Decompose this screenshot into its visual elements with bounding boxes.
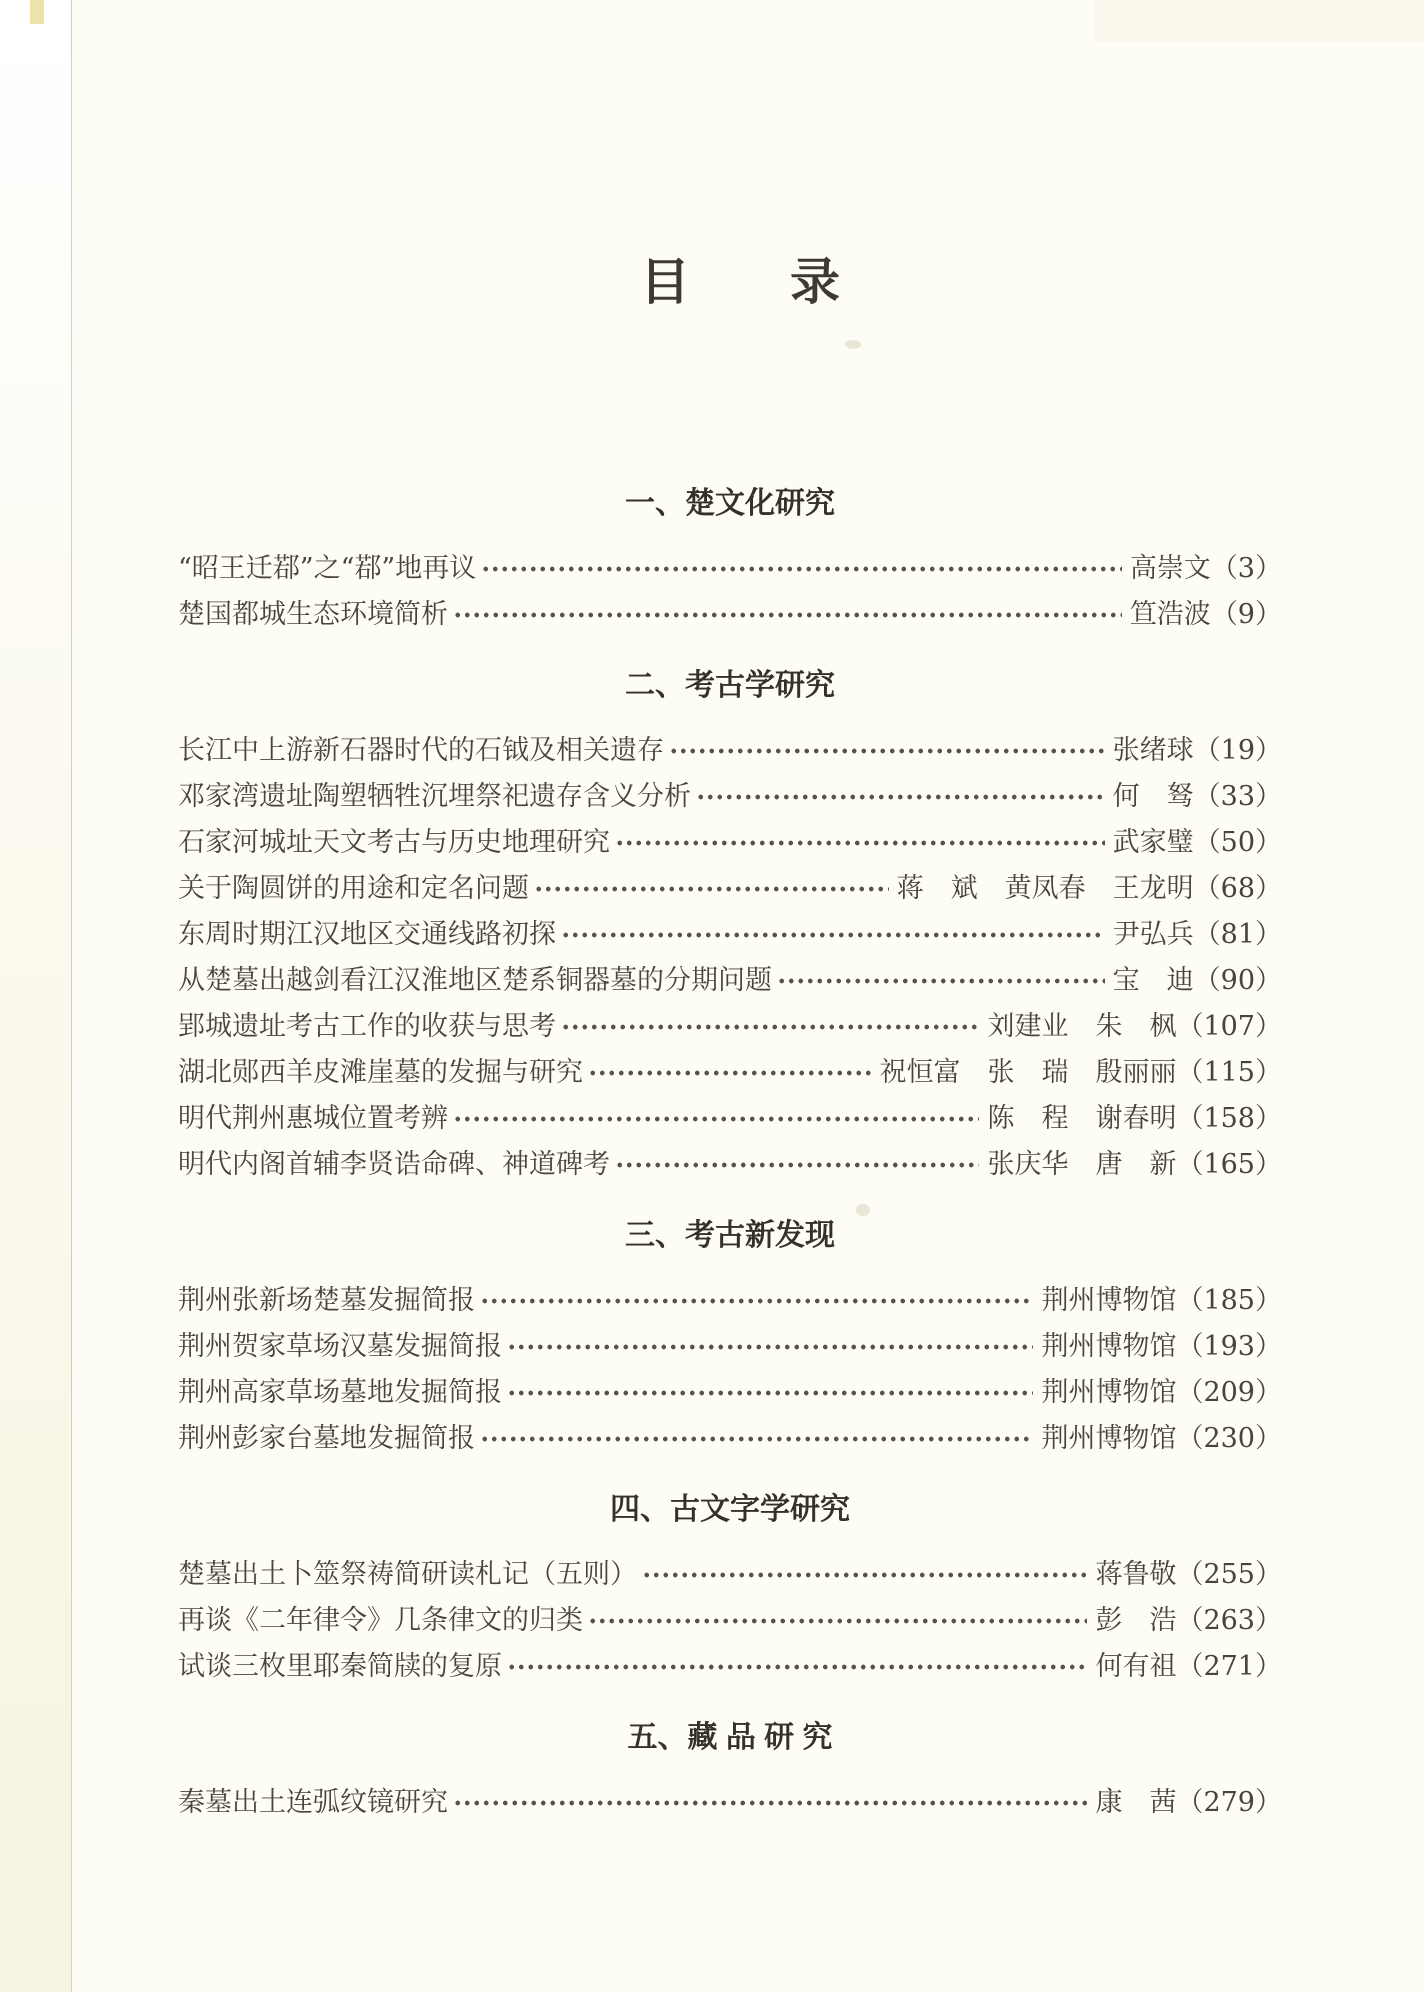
section-heading: 四、古文字学研究 (610, 1493, 850, 1526)
scan-smudge (856, 1204, 870, 1216)
entry-page-number: （255） (1176, 1559, 1282, 1590)
entry-page-number: （33） (1193, 781, 1282, 812)
dot-leader (588, 1598, 1087, 1644)
toc-entry (178, 1142, 1282, 1188)
section-entries (178, 728, 1282, 1188)
toc-entry (178, 774, 1282, 820)
entry-authors: 武家璧 (1112, 827, 1194, 858)
entry-page-number: （68） (1193, 873, 1282, 904)
section-heading: 二、考古学研究 (625, 669, 835, 702)
entry-page-number: （115） (1176, 1057, 1282, 1088)
dot-leader (480, 1416, 1033, 1462)
toc-body (0, 488, 1424, 1826)
dot-leader (561, 912, 1105, 958)
toc-entry (178, 912, 1282, 958)
toc-entry (178, 1416, 1282, 1462)
entry-authors: 康 茜 (1095, 1787, 1177, 1818)
entry-title: 从楚墓出越剑看江汉淮地区楚系铜器墓的分期问题 (178, 965, 772, 996)
dot-leader (507, 1370, 1033, 1416)
toc-entry (178, 592, 1282, 638)
section-heading: 一、楚文化研究 (625, 487, 835, 520)
toc-entry (178, 866, 1282, 912)
entry-page-number: （263） (1176, 1605, 1282, 1636)
entry-title: “昭王迁鄀”之“鄀”地再议 (178, 553, 477, 584)
toc-entry (178, 728, 1282, 774)
entry-title: 秦墓出土连弧纹镜研究 (178, 1787, 448, 1818)
entry-title: 东周时期江汉地区交通线路初探 (178, 919, 556, 950)
entry-authors: 笪浩波 (1129, 599, 1211, 630)
toc-entry (178, 1552, 1282, 1598)
entry-page-number: （90） (1193, 965, 1282, 996)
toc-entry (178, 1598, 1282, 1644)
entry-authors: 何 驽 (1112, 781, 1194, 812)
entry-page-number: （158） (1176, 1103, 1282, 1134)
entry-authors: 荆州博物馆 (1041, 1285, 1177, 1316)
entry-authors: 荆州博物馆 (1041, 1423, 1177, 1454)
entry-title: 湖北郧西羊皮滩崖墓的发掘与研究 (178, 1057, 583, 1088)
entry-title: 荆州高家草场墓地发掘简报 (178, 1377, 502, 1408)
toc-entry (178, 546, 1282, 592)
entry-title: 关于陶圆饼的用途和定名问题 (178, 873, 529, 904)
entry-title: 楚墓出土卜筮祭祷简研读札记（五则） (178, 1559, 637, 1590)
entry-title: 邓家湾遗址陶塑牺牲沉埋祭祀遗存含义分析 (178, 781, 691, 812)
section-heading: 五、藏 品 研 究 (627, 1721, 833, 1754)
entry-authors: 何有祖 (1095, 1651, 1177, 1682)
section-entries (178, 1780, 1282, 1826)
entry-title: 石家河城址天文考古与历史地理研究 (178, 827, 610, 858)
dot-leader (642, 1552, 1087, 1598)
toc-entry (178, 1370, 1282, 1416)
dot-leader (588, 1050, 871, 1096)
section-entries (178, 1278, 1282, 1462)
entry-authors: 祝恒富 张 瑞 殷丽丽 (879, 1057, 1177, 1088)
section-entries (178, 546, 1282, 638)
toc-entry (178, 958, 1282, 1004)
entry-authors: 尹弘兵 (1112, 919, 1194, 950)
toc-entry (178, 1780, 1282, 1826)
dot-leader (615, 1142, 979, 1188)
entry-authors: 张庆华 唐 新 (987, 1149, 1177, 1180)
toc-entry (178, 1096, 1282, 1142)
entry-title: 郢城遗址考古工作的收获与思考 (178, 1011, 556, 1042)
toc-entry (178, 1644, 1282, 1690)
entry-authors: 张绪球 (1112, 735, 1194, 766)
entry-page-number: （271） (1176, 1651, 1282, 1682)
toc-entry (178, 1050, 1282, 1096)
entry-page-number: （209） (1176, 1377, 1282, 1408)
entry-page-number: （19） (1193, 735, 1282, 766)
entry-title: 荆州彭家台墓地发掘简报 (178, 1423, 475, 1454)
toc-section (178, 670, 1282, 1188)
entry-authors: 荆州博物馆 (1041, 1331, 1177, 1362)
entry-title: 试谈三枚里耶秦简牍的复原 (178, 1651, 502, 1682)
scan-smudge (845, 340, 861, 349)
entry-page-number: （165） (1176, 1149, 1282, 1180)
toc-section (178, 1722, 1282, 1826)
dot-leader (534, 866, 889, 912)
toc-entry (178, 820, 1282, 866)
toc-section (178, 488, 1282, 638)
dot-leader (561, 1004, 979, 1050)
entry-page-number: （9） (1210, 599, 1282, 630)
entry-authors: 陈 程 谢春明 (987, 1103, 1177, 1134)
toc-entry (178, 1004, 1282, 1050)
dot-leader (777, 958, 1105, 1004)
entry-page-number: （193） (1176, 1331, 1282, 1362)
toc-entry (178, 1324, 1282, 1370)
dot-leader (453, 1780, 1087, 1826)
entry-page-number: （230） (1176, 1423, 1282, 1454)
entry-authors: 刘建业 朱 枫 (987, 1011, 1177, 1042)
entry-page-number: （107） (1176, 1011, 1282, 1042)
entry-page-number: （3） (1210, 553, 1282, 584)
toc-entry (178, 1278, 1282, 1324)
entry-title: 明代内阁首辅李贤诰命碑、神道碑考 (178, 1149, 610, 1180)
dot-leader (480, 1278, 1033, 1324)
entry-title: 明代荆州惠城位置考辨 (178, 1103, 448, 1134)
entry-title: 荆州贺家草场汉墓发掘简报 (178, 1331, 502, 1362)
dot-leader (507, 1644, 1087, 1690)
page-title: 目 录 (640, 252, 840, 311)
entry-page-number: （50） (1193, 827, 1282, 858)
dot-leader (615, 820, 1105, 866)
section-entries (178, 1552, 1282, 1690)
entry-authors: 荆州博物馆 (1041, 1377, 1177, 1408)
entry-authors: 蒋 斌 黄凤春 王龙明 (896, 873, 1194, 904)
entry-page-number: （81） (1193, 919, 1282, 950)
entry-title: 荆州张新场楚墓发掘简报 (178, 1285, 475, 1316)
entry-title: 再谈《二年律令》几条律文的归类 (178, 1605, 583, 1636)
entry-authors: 宝 迪 (1112, 965, 1194, 996)
entry-authors: 彭 浩 (1095, 1605, 1177, 1636)
section-heading: 三、考古新发现 (625, 1219, 835, 1252)
entry-title: 长江中上游新石器时代的石钺及相关遗存 (178, 735, 664, 766)
dot-leader (696, 774, 1105, 820)
entry-authors: 蒋鲁敬 (1095, 1559, 1177, 1590)
entry-title: 楚国都城生态环境简析 (178, 599, 448, 630)
entry-page-number: （185） (1176, 1285, 1282, 1316)
dot-leader (507, 1324, 1033, 1370)
dot-leader (669, 728, 1105, 774)
dot-leader (481, 546, 1122, 592)
toc-section (178, 1220, 1282, 1462)
toc-section (178, 1494, 1282, 1690)
entry-page-number: （279） (1176, 1787, 1282, 1818)
dot-leader (453, 1096, 979, 1142)
entry-authors: 高崇文 (1129, 553, 1211, 584)
dot-leader (453, 592, 1122, 638)
